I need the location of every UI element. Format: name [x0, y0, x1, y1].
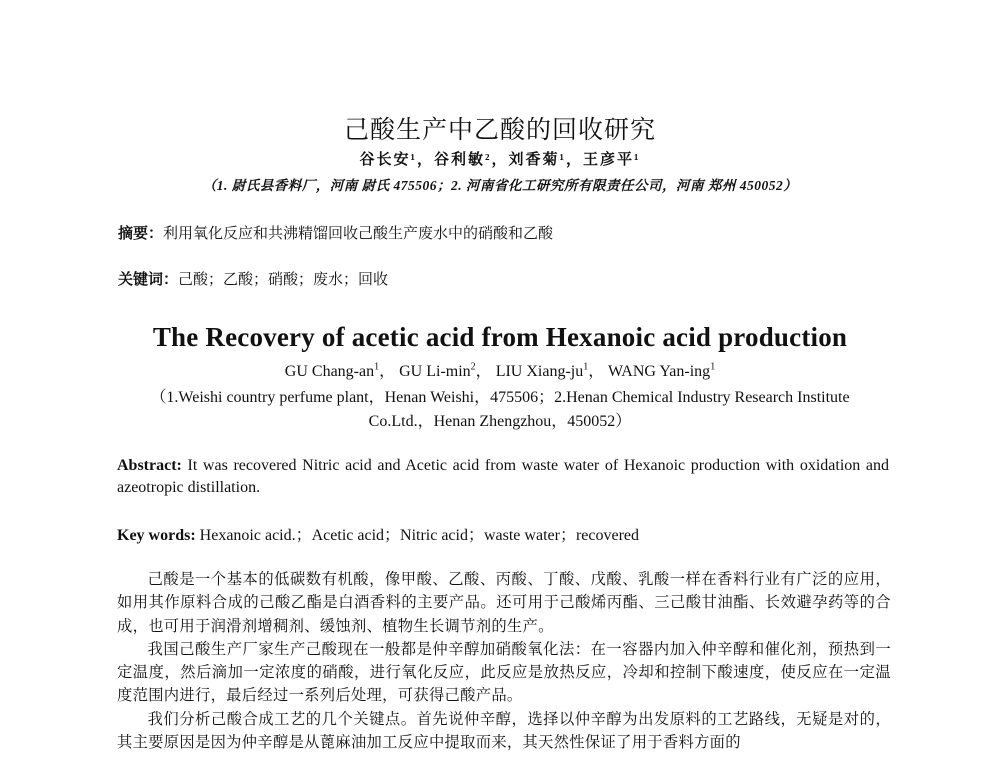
en-author-sup: 1 — [583, 361, 589, 373]
en-authors — [0, 358, 1000, 381]
cn-keywords-text: 己酸；乙酸；硝酸；废水；回收 — [178, 270, 389, 288]
en-affiliation-line-1: （1.Weishi country perfume plant，Henan Weishi，475506；2.Henan Chemical Industry Research Institute — [150, 389, 850, 406]
en-abstract-text: It was recovered Nitric acid and Acetic acid from waste water of Hexanoic production with oxidation and azeotropic distillation. — [117, 457, 889, 496]
en-keywords-label: Key words: — [117, 527, 196, 544]
body-paragraph: 己酸是一个基本的低碳数有机酸，像甲酸、乙酸、丙酸、丁酸、戊酸、乳酸一样在香料行业有广泛的应用，如用其作原料合成的己酸乙酯是白酒香料的主要产品。还可用于己酸烯丙酯、三己酸甘油酯、长效避孕药等的合成，也可用于润滑剂增稠剂、缓蚀剂、植物生长调节剂的生产。 — [117, 570, 891, 635]
cn-keywords — [118, 268, 388, 289]
cn-abstract-text: 利用氧化反应和共沸精馏回收己酸生产废水中的硝酸和乙酸 — [163, 224, 554, 242]
cn-affiliation: （1. 尉氏县香料厂，河南 尉氏 475506；2. 河南省化工研究所有限责任公司，河南 郑州 450052） — [202, 178, 798, 193]
en-abstract-label: Abstract: — [117, 457, 182, 474]
en-keywords-text: Hexanoic acid.；Acetic acid；Nitric acid；waste water；recovered — [199, 527, 640, 544]
cn-abstract — [118, 222, 553, 243]
en-author: GU Li-min — [399, 363, 471, 380]
cn-abstract-label: 摘要： — [118, 224, 164, 242]
en-affiliation-line-2: Co.Ltd.，Henan Zhengzhou，450052） — [368, 413, 632, 430]
en-author-sep: ， — [588, 363, 605, 380]
body-text — [117, 568, 891, 754]
cn-keywords-label: 关键词： — [118, 270, 179, 288]
en-author-sep: ， — [379, 363, 396, 380]
body-paragraph: 我国己酸生产厂家生产己酸现在一般都是仲辛醇加硝酸氧化法：在一容器内加入仲辛醇和催化剂，预热到一定温度，然后滴加一定浓度的硝酸，进行氧化反应，此反应是放热反应，冷却和控制下酸速度，使反应在一定温度范围内进行，最后经过一系列后处理，可获得己酸产品。 — [117, 639, 891, 705]
en-title: The Recovery of acetic acid from Hexanoic acid production — [152, 322, 848, 352]
cn-title: 己酸生产中乙酸的回收研究 — [343, 115, 656, 144]
en-author: WANG Yan-ing — [607, 363, 711, 380]
en-abstract — [117, 455, 889, 499]
en-author-sup: 1 — [374, 361, 380, 373]
en-author: LIU Xiang-ju — [495, 363, 584, 380]
en-author-sup: 2 — [470, 361, 476, 373]
cn-authors: 谷长安¹，谷利敏²，刘香菊¹，王彦平¹ — [359, 152, 641, 168]
en-author-sep: ， — [475, 363, 492, 380]
en-keywords — [117, 522, 639, 545]
en-author: GU Chang-an — [284, 363, 375, 380]
body-paragraph: 我们分析己酸合成工艺的几个关键点。首先说仲辛醇，选择以仲辛醇为出发原料的工艺路线，无疑是对的，其主要原因是因为仲辛醇是从蓖麻油加工反应中提取而来，其天然性保证了用于香料方面的 — [117, 709, 891, 752]
en-author-sup: 1 — [710, 361, 716, 373]
